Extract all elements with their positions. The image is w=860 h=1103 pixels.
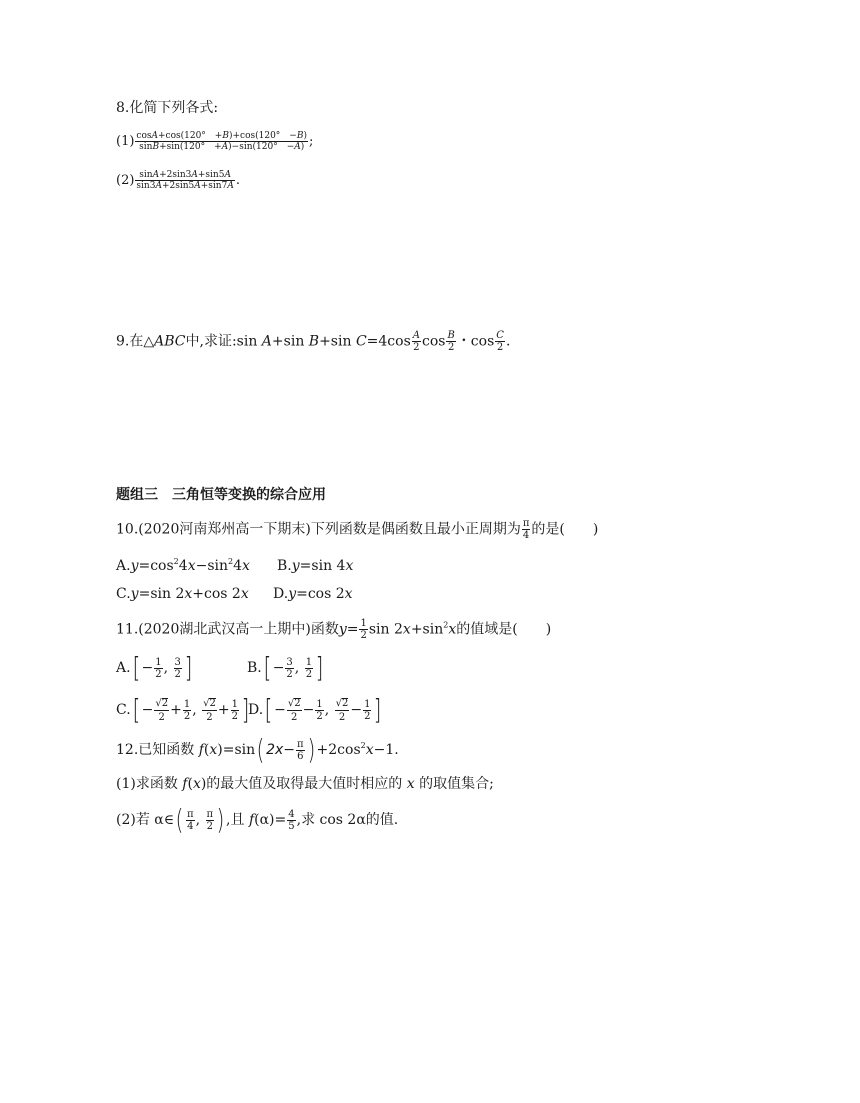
section-title: 题组三 三角恒等变换的综合应用	[116, 487, 326, 503]
q8-stem: 8.化简下列各式:	[116, 100, 219, 116]
q10-stem: 10.(2020河南郑州高一下期末)下列函数是偶函数且最小正周期为 $\frac{\pi}{4}$ 的是( )	[116, 518, 599, 541]
q11-option-c: C.[ − $\frac{√2}{2}$ + $\frac{1}{2}$ , $\frac{√2}{2}$ + $\frac{1}{2}$ ]	[116, 693, 250, 726]
q8-part2-fraction: $\frac{\sin A+2\sin 3A+\sin 5A}{\sin 3A+2\sin 5A+\sin 7A}$	[136, 170, 234, 191]
q10-option-c: C.y=sin 2x+cos 2x	[116, 586, 249, 602]
q11-stem: 11.(2020湖北武汉高一上期中)函数y= $\frac{1}{2}$ $\sin 2x+\sin^2x$的值域是( )	[116, 618, 552, 641]
q8-part1-fraction: $\frac{\cos A+\cos(120^\circ +B)+\cos(120^\circ -B)}{\sin B+\sin(120^\circ +A)-\sin(120^\circ -A)}$	[136, 131, 307, 152]
q10-option-a: $A.y=\cos^24x-\sin^24x$	[116, 557, 250, 574]
q11-option-a: A.[ − $\frac{1}{2}$ , $\frac{3}{2}$ ]	[116, 651, 193, 684]
q12-part2: (2)若 α∈( $\frac{\pi}{4}$ , $\frac{\pi}{2}$ ) ,且 f(α)= $\frac{4}{5}$ ,求 cos 2α的值.	[116, 803, 399, 836]
q12-part1: (1)求函数 f(x)的最大值及取得最大值时相应的 x 的取值集合;	[116, 776, 494, 792]
q11-option-d: D.[ − $\frac{√2}{2}$ − $\frac{1}{2}$ , $\frac{√2}{2}$ − $\frac{1}{2}$ ]	[248, 693, 382, 726]
q10-option-d: D.y=cos 2x	[273, 586, 353, 602]
q8-part2: (2) $\frac{\sin A+2\sin 3A+\sin 5A}{\sin 3A+2\sin 5A+\sin 7A}$ .	[116, 170, 240, 191]
q9-text: 9.在△ABC中,求证:sin A+sin B+sin C=4cos $\frac{A}{2}$ cos $\frac{B}{2}$ ・cos $\frac{C}{2}$ .	[116, 330, 511, 353]
q11-option-b: B.[ − $\frac{3}{2}$ , $\frac{1}{2}$ ]	[247, 651, 324, 684]
q8-part1: (1) $\frac{\cos A+\cos(120^\circ +B)+\cos(120^\circ -B)}{\sin B+\sin(120^\circ +A)-\sin(120^\circ -A)}$ ;	[116, 131, 314, 152]
q12-stem: 12.已知函数 f(x)=sin( 2x− $\frac{\pi}{6}$ ) $+2\cos^2x-1$.	[116, 733, 399, 766]
q10-option-b: B.y=sin 4x	[277, 558, 354, 574]
